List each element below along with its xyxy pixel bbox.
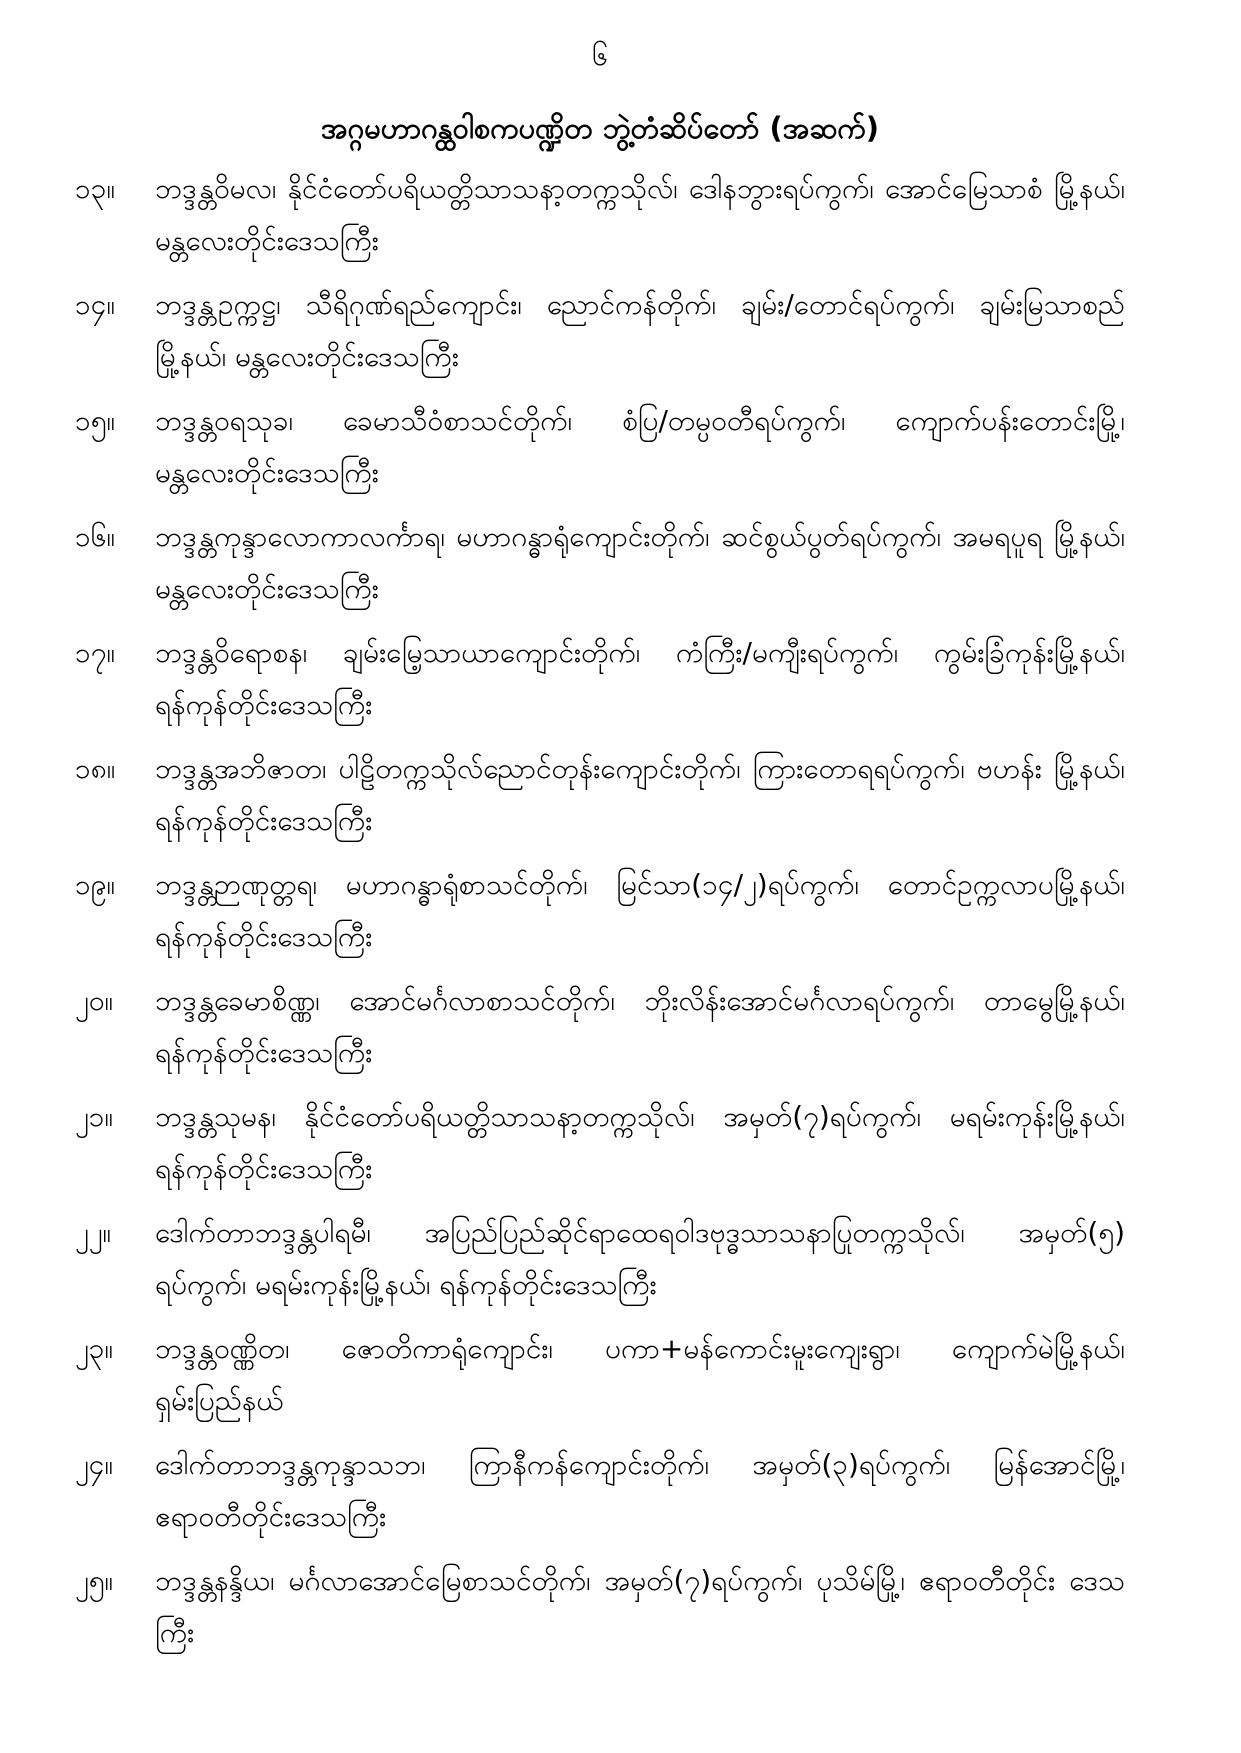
list-item-text: ဘဒ္ဒန္တဝိရောစန၊ ချမ်းမြေ့သာယာကျောင်းတိုက်၊ ကံကြီး/မကျီးရပ်ကွက်၊ ကွမ်းခြံကုန်းမြို့နယ်၊ ရန်ကုန်တိုင်းဒေသကြီး — [155, 636, 1125, 721]
list-item — [75, 1207, 1125, 1310]
list-item-number: ၁၈။ — [75, 752, 116, 786]
list-item-number: ၂၀။ — [75, 984, 113, 1018]
list-item-number: ၁၄။ — [75, 288, 115, 322]
list-item-text: ဘဒ္ဒန္တဝဏ္ဏိတ၊ ဇောတိကာရုံကျောင်း၊ ပကာ+မန်ကောင်းမူးကျေးရွာ၊ ကျောက်မဲမြို့နယ်၊ ရှမ်းပြည်နယ် — [155, 1332, 1125, 1417]
list-item-text: ဘဒ္ဒန္တခေမာစိဏ္ဏ၊ အောင်မင်္ဂလာစာသင်တိုက်၊ ဘိုးလိန်းအောင်မင်္ဂလာရပ်ကွက်၊ တာမွေမြို့နယ်၊ ရန်ကုန်တိုင်းဒေသကြီး — [155, 984, 1125, 1069]
list-item-text: ဘဒ္ဒန္တသုမန၊ နိုင်ငံတော်ပရိယတ္တိသာသနာ့တက္ကသိုလ်၊ အမှတ်(၇)ရပ်ကွက်၊ မရမ်းကုန်းမြို့နယ်၊ ရန်ကုန်တိုင်းဒေသကြီး — [155, 1100, 1125, 1185]
list-item — [75, 395, 1125, 498]
list-item-number: ၁၆။ — [75, 520, 115, 554]
list-item-number: ၁၅။ — [75, 404, 115, 438]
list-item-number: ၂၂။ — [75, 1216, 111, 1250]
list-item — [75, 1091, 1125, 1194]
list-item — [75, 279, 1125, 382]
list-item-text: ဘဒ္ဒန္တဥက္ကဋ္ဌ၊ သီရိဂုဏ်ရည်ကျောင်း၊ ညောင်ကန်တိုက်၊ ချမ်း/တောင်ရပ်ကွက်၊ ချမ်းမြသာစည် မြို့နယ်၊ မန္တလေးတိုင်းဒေသကြီး — [155, 288, 1125, 373]
list-item — [75, 1555, 1125, 1658]
list-item — [75, 163, 1125, 266]
list-item-text: ဘဒ္ဒန္တနန္ဒိယ၊ မင်္ဂလာအောင်မြေစာသင်တိုက်၊ အမှတ်(၇)ရပ်ကွက်၊ ပုသိမ်မြို့၊ ဧရာဝတီတိုင်း ဒေသကြီး — [155, 1564, 1125, 1649]
list-item-number: ၁၇။ — [75, 636, 115, 670]
list-item-number: ၂၃။ — [75, 1332, 113, 1366]
list-item — [75, 1323, 1125, 1426]
award-list — [75, 163, 1125, 1658]
page-title: အဂ္ဂမဟာဂန္ထဝါစကပဏ္ဍိတ ဘွဲ့တံဆိပ်တော် (အဆက်) — [321, 111, 879, 146]
list-item-text: ဘဒ္ဒန္တကုန္ဒာလောကာလင်္ကာရ၊ မဟာဂန္ဓာရုံကျောင်းတိုက်၊ ဆင်စွယ်ပွတ်ရပ်ကွက်၊ အမရပူရ မြို့နယ်၊ မန္တလေးတိုင်းဒေသကြီး — [155, 520, 1125, 605]
list-item-number: ၂၅။ — [75, 1564, 113, 1598]
list-item — [75, 1439, 1125, 1542]
page-number: ၆ — [592, 39, 608, 72]
list-item-text: ဒေါက်တာဘဒ္ဒန္တကုန္ဒာသဘ၊ ကြာနီကန်ကျောင်းတိုက်၊ အမှတ်(၃)ရပ်ကွက်၊ မြန်အောင်မြို့၊ ဧရာဝတီတိုင်းဒေသကြီး — [155, 1448, 1125, 1533]
list-item-number: ၂၄။ — [75, 1448, 113, 1482]
list-item-text: ဘဒ္ဒန္တဝရသုခ၊ ခေမာသီဝံစာသင်တိုက်၊ စံပြ/တမ္ပဝတီရပ်ကွက်၊ ကျောက်ပန်းတောင်းမြို့၊ မန္တလေးတိုင်းဒေသကြီး — [155, 404, 1125, 489]
list-item — [75, 859, 1125, 962]
list-item — [75, 627, 1125, 730]
list-item-text: ဘဒ္ဒန္တဝိမလ၊ နိုင်ငံတော်ပရိယတ္တိသာသနာ့တက္ကသိုလ်၊ ဒေါနဘွားရပ်ကွက်၊ အောင်မြေသာစံ မြို့နယ်၊ မန္တလေးတိုင်းဒေသကြီး — [155, 171, 1125, 257]
list-item-number: ၁၃။ — [75, 171, 115, 205]
list-item — [75, 975, 1125, 1078]
list-item-text: ဒေါက်တာဘဒ္ဒန္တပါရမီ၊ အပြည်ပြည်ဆိုင်ရာထေရဝါဒဗုဒ္ဓသာသနာပြုတက္ကသိုလ်၊ အမှတ်(၅) ရပ်ကွက်၊ မရမ်းကုန်းမြို့နယ်၊ ရန်ကုန်တိုင်းဒေသကြီး — [155, 1216, 1125, 1301]
list-item-text: ဘဒ္ဒန္တဉာဏုတ္တရ၊ မဟာဂန္ဓာရုံစာသင်တိုက်၊ မြင်သာ(၁၄/၂)ရပ်ကွက်၊ တောင်ဥက္ကလာပမြို့နယ်၊ ရန်ကုန်တိုင်းဒေသကြီး — [155, 868, 1125, 953]
list-item — [75, 743, 1125, 846]
list-item-number: ၂၁။ — [75, 1100, 113, 1134]
list-item-number: ၁၉။ — [75, 868, 115, 902]
list-item — [75, 511, 1125, 614]
list-item-text: ဘဒ္ဒန္တအဘိဇာတ၊ ပါဠိတက္ကသိုလ်ညောင်တုန်းကျောင်းတိုက်၊ ကြားတောရရပ်ကွက်၊ ဗဟန်း မြို့နယ်၊ ရန်ကုန်တိုင်းဒေသကြီး — [155, 752, 1125, 837]
